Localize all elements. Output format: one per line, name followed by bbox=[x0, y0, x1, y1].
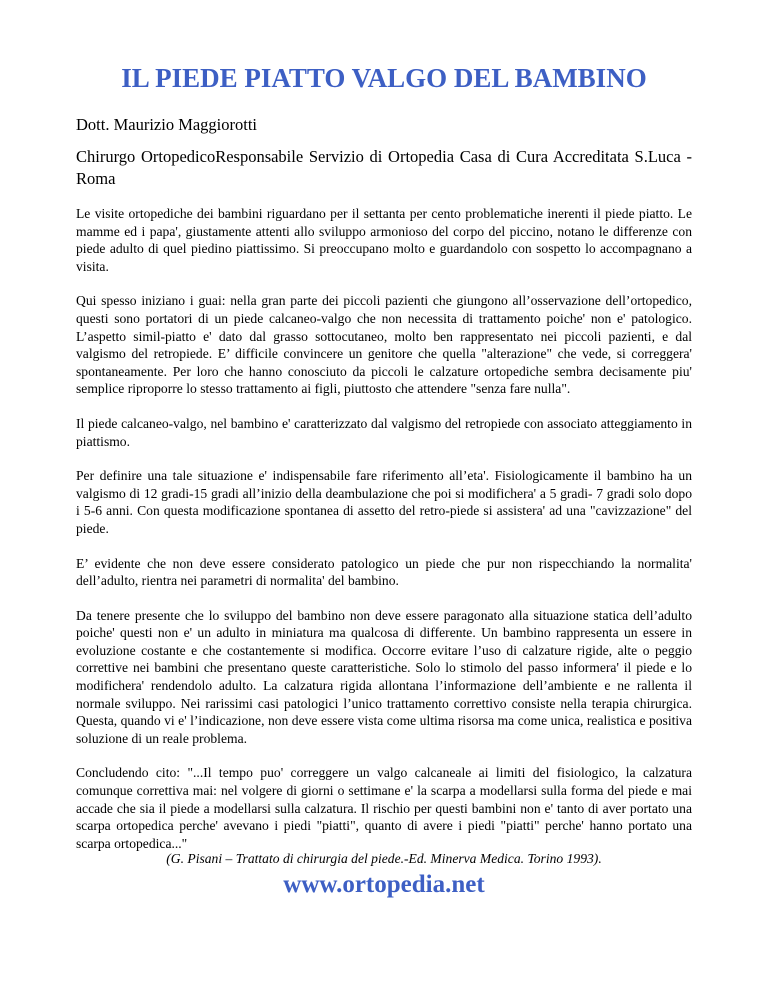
paragraph-conclusion: Concludendo cito: "...Il tempo puo' correggere un valgo calcaneale ai limiti del fisiologico, la calzatura comunque correttiva mai: nel volgere di giorni o settimane e' la scarpa a modellarsi sulla forma del piede e mai accade che sia il piede a modellarsi sulla calzatura. Il rischio per questi bambini non e' tanto di aver portato una scarpa ortopedica perche' avevano i piedi "piatti", quanto di avere i piedi "piatti" perche' hanno portato una scarpa ortopedica..." bbox=[76, 765, 692, 851]
paragraph-development: Da tenere presente che lo sviluppo del bambino non deve essere paragonato alla situazione statica dell’adulto poiche' questi non e' un adulto in miniatura ma qualcosa di differente. Un bambino rappresenta un essere in evoluzione costante e che costantemente si modifica. Occorre evitare l’uso di calzature rigide, alte o peggio correttive nei bambini che presentano queste caratteristiche. Solo lo stimolo del passo informera' il piede e lo modifichera' rendendolo adulto. La calzatura rigida allontana l’informazione dell’ambiente e ne rallenta il normale sviluppo. Nei rarissimi casi patologici l’unico trattamento correttivo consiste nella terapia chirurgica. Questa, quando vi e' l’indicazione, non deve essere vista come ultima risorsa ma come unica, realistica e positiva soluzione di un reale problema. bbox=[76, 607, 692, 746]
article-body bbox=[76, 205, 692, 869]
website-link[interactable]: www.ortopedia.net bbox=[283, 871, 485, 898]
author-name: Dott. Maurizio Maggiorotti bbox=[76, 115, 258, 134]
paragraph-definition: Il piede calcaneo-valgo, nel bambino e' caratterizzato dal valgismo del retropiede con associato atteggiamento in piattismo. bbox=[76, 415, 692, 449]
document-title: IL PIEDE PIATTO VALGO DEL BAMBINO bbox=[121, 63, 647, 93]
author-affiliation: Chirurgo OrtopedicoResponsabile Servizio di Ortopedia Casa di Cura Accreditata S.Luca -Roma bbox=[76, 147, 692, 188]
paragraph-problems: Qui spesso iniziano i guai: nella gran parte dei piccoli pazienti che giungono all’osservazione dell’ortopedico, questi sono portatori di un piede calcaneo-valgo che non necessita di trattamento poiche' non e' patologico. L’aspetto simil-piatto e' dato dal grasso sottocutaneo, molto ben rappresentato nei piccoli pazienti, e dal valgismo del retropiede. E’ difficile convincere un genitore che quella "alterazione" che vede, si correggera' spontaneamente. Per loro che hanno conosciuto da piccoli le calzature ortopediche sembra decisamente piu' semplice riproporre lo stesso trattamento ai figli, piuttosto che attendere "senza fare nulla". bbox=[76, 293, 692, 397]
paragraph-normality: E’ evidente che non deve essere considerato patologico un piede che pur non rispecchiando la normalita' dell’adulto, rientra nei parametri di normalita' del bambino. bbox=[76, 555, 692, 589]
paragraph-intro: Le visite ortopediche dei bambini riguardano per il settanta per cento problematiche inerenti il piede piatto. Le mamme ed i papa', giustamente attenti allo sviluppo armonioso del corpo del piccino, notano le differenze con piede adulto di quel piedino piattissimo. Si preoccupano molto e guardandolo con sospetto lo accompagnano a visita. bbox=[76, 206, 692, 274]
citation-reference: (G. Pisani – Trattato di chirurgia del piede.-Ed. Minerva Medica. Torino 1993). bbox=[166, 851, 602, 866]
paragraph-age: Per definire una tale situazione e' indispensabile fare riferimento all’eta'. Fisiologicamente il bambino ha un valgismo di 12 gradi-15 gradi all’inizio della deambulazione che poi si modifichera' a 5 gradi- 7 gradi solo dopo i 5-6 anni. Con questa modificazione spontanea di assetto del retro-piede si assistera' ad una "cavizzazione" del piede. bbox=[76, 468, 692, 536]
